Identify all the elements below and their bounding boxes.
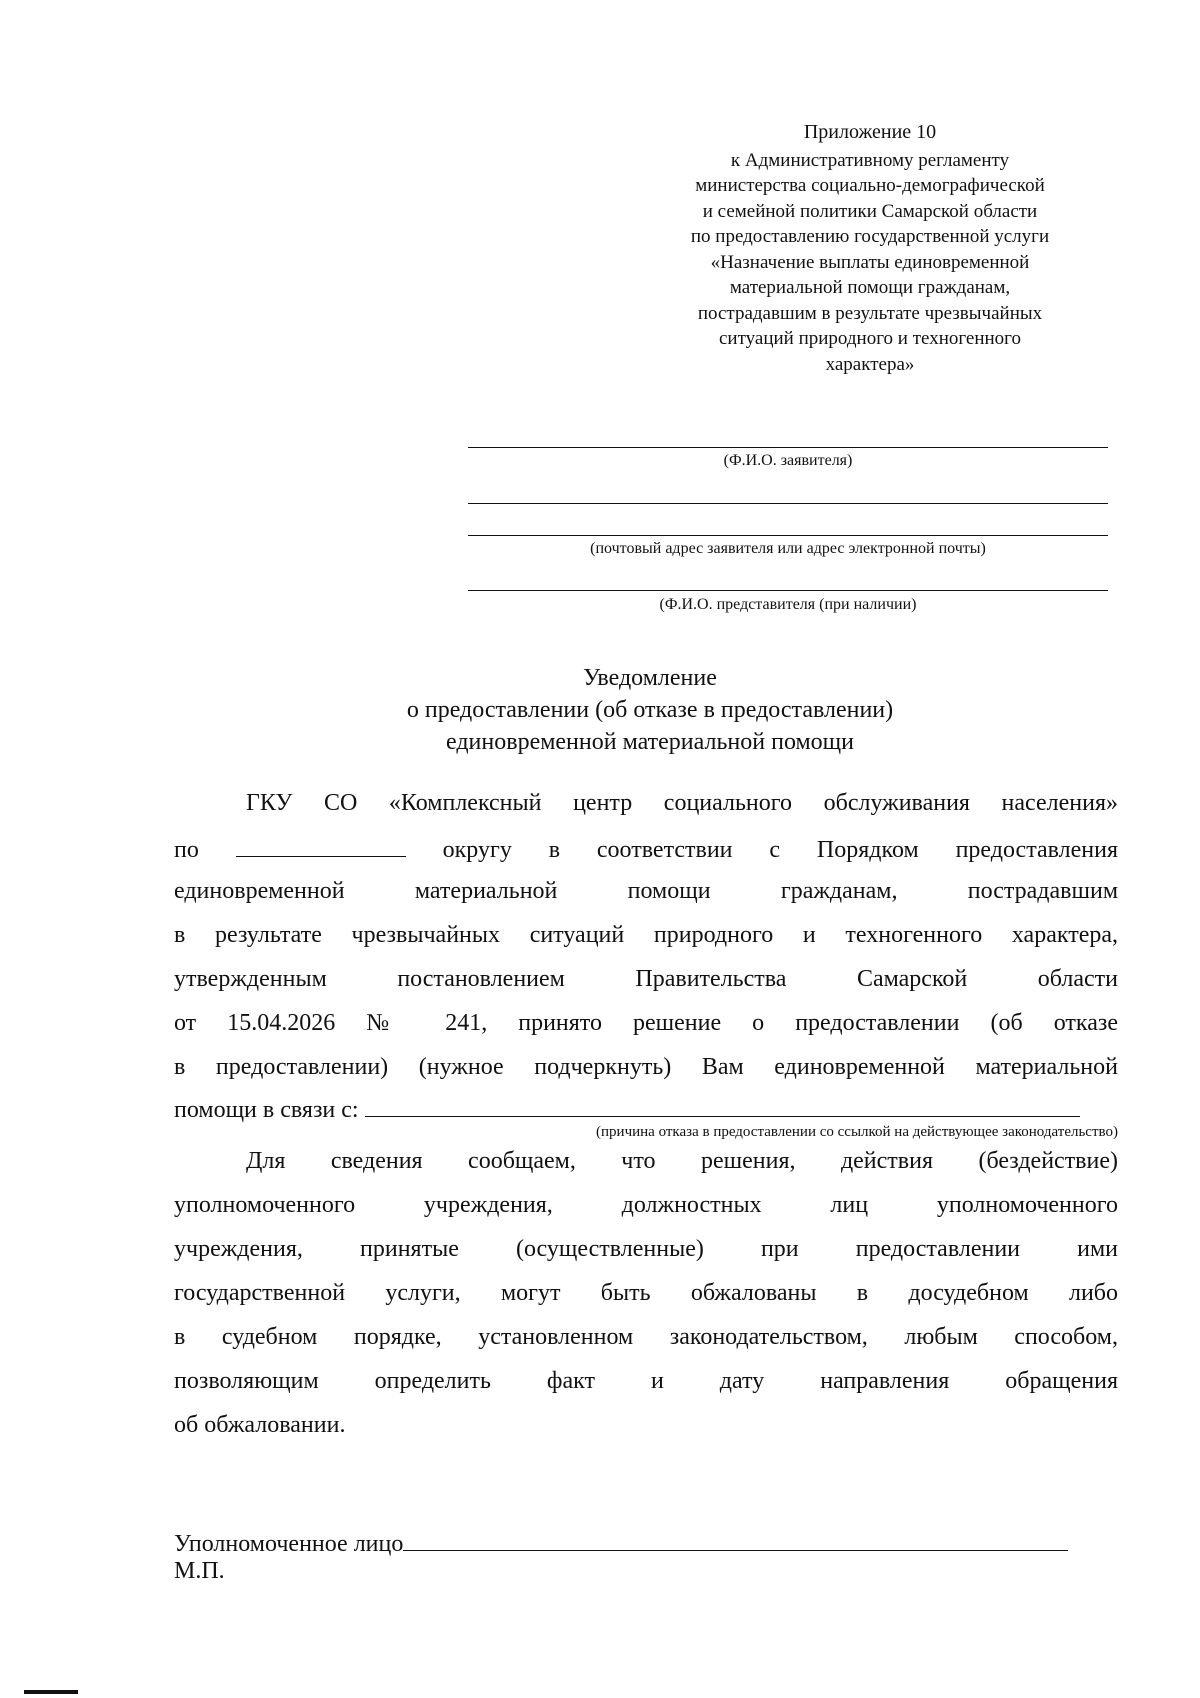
address-line xyxy=(468,535,1108,536)
signature-block xyxy=(174,1526,1068,1558)
text-fragment: округу в соответствии с Порядком предоставления xyxy=(442,837,1118,863)
title-line: о предоставлении (об отказе в предоставлении) xyxy=(406,697,894,723)
representative-caption: (Ф.И.О. представителя (при наличии) xyxy=(659,596,917,613)
text-line-reason xyxy=(174,1094,1118,1124)
text-line: от 15.04.2026 № 241, принято решение о предоставлении (об отказе xyxy=(174,1010,1118,1036)
representative-line xyxy=(468,590,1108,591)
appendix-line: по предоставлению государственной услуги xyxy=(690,226,1050,247)
text-line-district xyxy=(174,834,1118,864)
text-line: позволяющим определить факт и дату направления обращения xyxy=(174,1368,1118,1394)
text-line: в предоставлении) (нужное подчеркнуть) Вам единовременной материальной xyxy=(174,1054,1118,1080)
title-line: единовременной материальной помощи xyxy=(446,729,854,755)
text-fragment: по xyxy=(174,837,199,863)
stamp-label: М.П. xyxy=(174,1558,225,1584)
reason-note: (причина отказа в предоставлении со ссылкой на действующее законодательство) xyxy=(596,1124,1118,1140)
reason-blank xyxy=(365,1094,1080,1117)
appendix-line: и семейной политики Самарской области xyxy=(702,200,1038,222)
appendix-number: Приложение 10 xyxy=(803,121,937,143)
text-line: уполномоченного учреждения, должностных лиц уполномоченного xyxy=(174,1192,1118,1218)
text-line: в результате чрезвычайных ситуаций природного и техногенного характера, xyxy=(174,922,1118,948)
applicant-name-caption: (Ф.И.О. заявителя) xyxy=(723,452,853,469)
appendix-line: к Административному регламенту xyxy=(730,149,1010,171)
address-caption: (почтовый адрес заявителя или адрес электронной почты) xyxy=(590,540,986,557)
document-title xyxy=(260,662,1040,758)
appendix-line: материальной помощи гражданам, xyxy=(729,277,1011,298)
title-line: Уведомление xyxy=(583,665,717,691)
text-line: об обжаловании. xyxy=(174,1412,346,1438)
signature-line xyxy=(403,1526,1068,1551)
page-mark xyxy=(24,1690,78,1694)
appendix-line: министерства социально-демографической xyxy=(695,175,1045,196)
appendix-line: ситуаций природного и техногенного xyxy=(719,328,1021,349)
text-line: Для сведения сообщаем, что решения, действия (бездействие) xyxy=(246,1148,1118,1174)
text-line: утвержденным постановлением Правительства Самарской области xyxy=(174,966,1118,992)
text-line: государственной услуги, могут быть обжалованы в досудебном либо xyxy=(174,1280,1118,1306)
applicant-name-line xyxy=(468,447,1108,448)
text-line: ГКУ СО «Комплексный центр социального обслуживания населения» xyxy=(246,790,1118,816)
appendix-line: пострадавшим в результате чрезвычайных xyxy=(697,302,1043,324)
applicant-extra-line xyxy=(468,503,1108,504)
text-fragment: помощи в связи с: xyxy=(174,1097,359,1123)
text-line: учреждения, принятые (осуществленные) при предоставлении ими xyxy=(174,1236,1118,1262)
appendix-line: характера» xyxy=(825,353,915,375)
district-blank xyxy=(236,834,406,857)
signature-label: Уполномоченное лицо xyxy=(174,1531,404,1557)
appendix-header xyxy=(670,120,1070,377)
text-line: единовременной материальной помощи гражданам, пострадавшим xyxy=(174,878,1118,904)
text-line: в судебном порядке, установленном законодательством, любым способом, xyxy=(174,1324,1118,1350)
appendix-line: «Назначение выплаты единовременной xyxy=(710,251,1030,273)
